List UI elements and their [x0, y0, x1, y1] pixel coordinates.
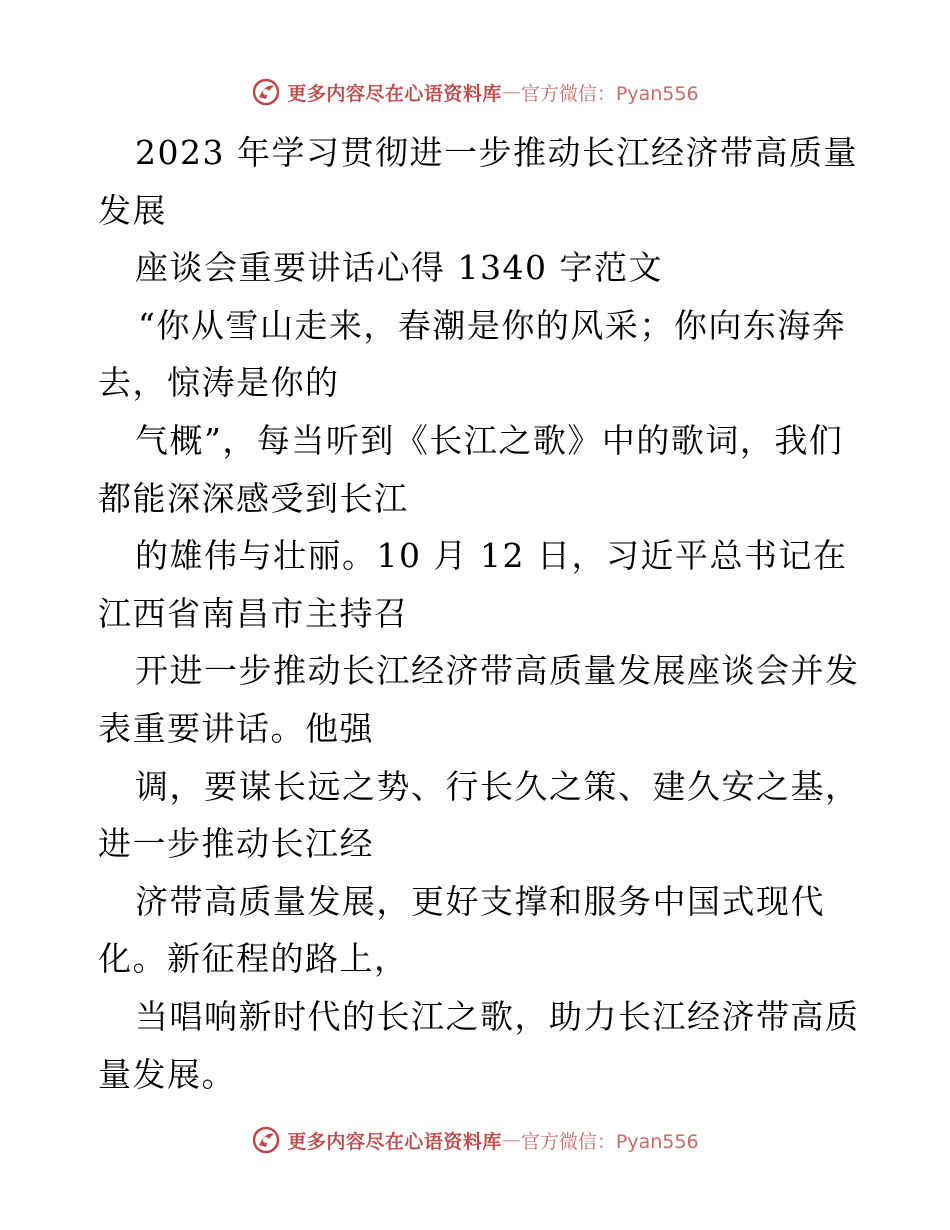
paragraph-line: 气概”，每当听到《长江之歌》中的歌词，我们	[135, 420, 844, 460]
banner-dash: —	[501, 1129, 521, 1151]
title-line-2: 发展	[98, 190, 167, 230]
brand-logo-icon	[251, 77, 281, 107]
paragraph-line: 量发展。	[98, 1054, 236, 1094]
document-body	[98, 124, 858, 1103]
banner-main-text: 更多内容尽在心语资料库	[287, 1130, 502, 1153]
paragraph-line: 化。新征程的路上，	[98, 939, 409, 979]
banner-wechat-text: 官方微信：Pyan556	[520, 1130, 699, 1153]
paragraph-line: 的雄伟与壮丽。10 月 12 日，习近平总书记在	[135, 536, 848, 576]
paragraph-line: 进一步推动长江经	[98, 824, 374, 864]
paragraph-line: 表重要讲话。他强	[98, 708, 374, 748]
paragraph-line: 济带高质量发展，更好支撑和服务中国式现代	[135, 881, 825, 921]
paragraph-line: 当唱响新时代的长江之歌，助力长江经济带高质	[135, 996, 860, 1036]
paragraph-line: “你从雪山走来，春潮是你的风采；你向东海奔	[138, 305, 847, 345]
subtitle-line: 座谈会重要讲话心得 1340 字范文	[135, 248, 663, 288]
title-line-1: 2023 年学习贯彻进一步推动长江经济带高质量	[135, 133, 858, 172]
header-banner	[0, 72, 950, 112]
paragraph-line: 去，惊涛是你的	[98, 363, 340, 403]
banner-dash: —	[501, 81, 521, 103]
banner-wechat-text: 官方微信：Pyan556	[520, 82, 699, 105]
paragraph-line: 江西省南昌市主持召	[98, 593, 409, 633]
paragraph-line: 都能深深感受到长江	[98, 478, 409, 518]
footer-banner	[0, 1120, 950, 1160]
paragraph-line: 开进一步推动长江经济带高质量发展座谈会并发	[135, 651, 860, 691]
paragraph-line: 调，要谋长远之势、行长久之策、建久安之基，	[135, 766, 860, 806]
banner-main-text: 更多内容尽在心语资料库	[287, 82, 502, 105]
brand-logo-icon	[251, 1125, 281, 1155]
